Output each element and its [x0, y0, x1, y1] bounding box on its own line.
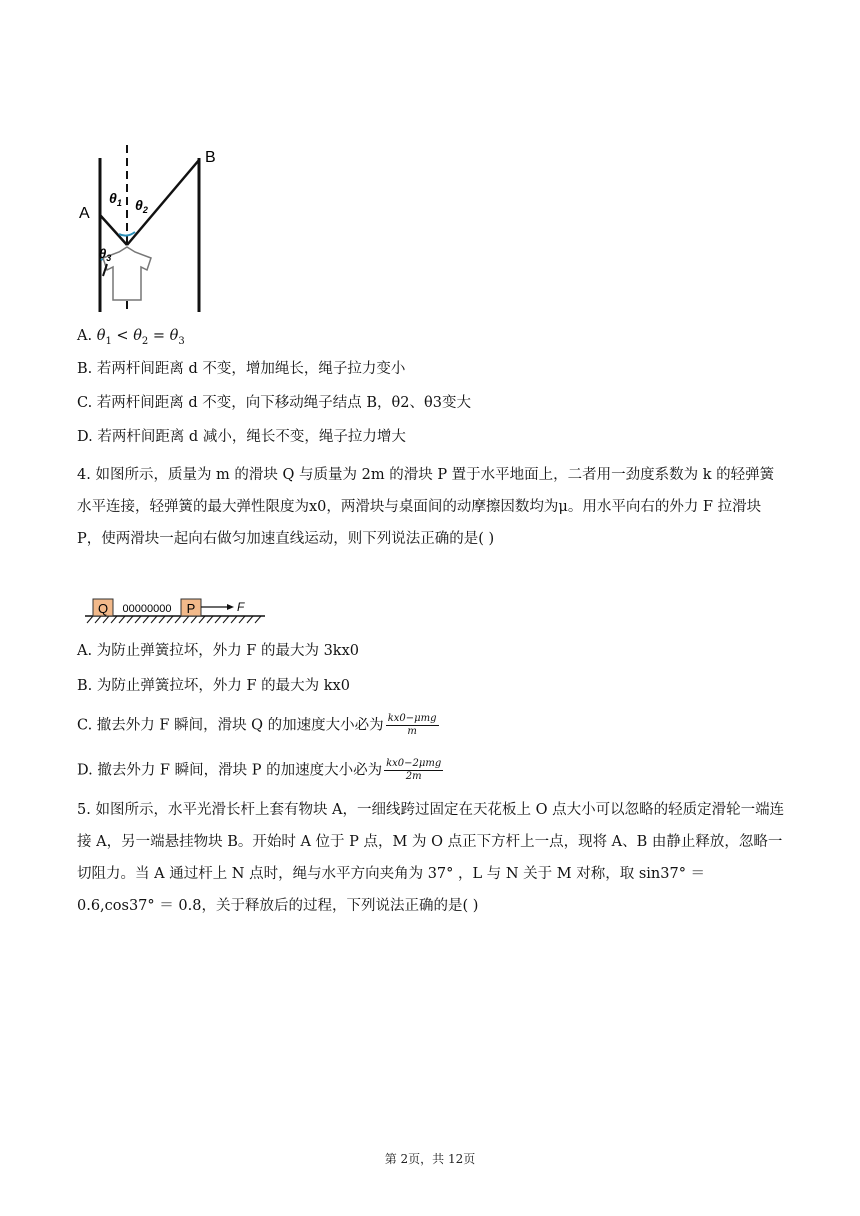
svg-text:Q: Q — [97, 601, 109, 616]
rope-left — [100, 215, 127, 245]
fraction: $\frac{\text{kx0−μmg}}{m}$ — [387, 713, 437, 737]
q4-option-d: D. 撤去外力 F 瞬间，滑块 P 的加速度大小必为 $\frac{\text{kx0−2μmg}}{2m}$ — [77, 758, 442, 782]
spring: 00000000 — [122, 603, 172, 615]
q5-stem: 5. 如图所示，水平光滑长杆上套有物块 A，一细线跨过固定在天花板上 O 点大小可以忽略的轻质定滑轮一端连接 A，另一端悬挂物块 B。开始时 A 位于 P 点，M 为 O 点正下方杆上一点，现将 A、B 由静止释放，忽略一切阻力。当 A 通过杆上 N 点时，绳与水平方向夹角为 37° ，L 与 N 关于 M 对称，取 sin37° ＝ 0.6,cos37° ＝ 0.8，关于释放后的过程，下列说法正确的是( ) — [77, 802, 785, 914]
fraction: $\frac{\text{kx0−2μmg}}{2m}$ — [386, 758, 442, 782]
theta2-label: $\theta_2$ — [135, 197, 148, 215]
theta3-label: $\theta_3$ — [99, 246, 112, 263]
q3-option-a: A. $\theta_1 < \theta_2 = \theta_3$ — [77, 328, 185, 347]
label-a: A — [79, 205, 90, 222]
q4-option-a: A. 为防止弹簧拉坏，外力 F 的最大为 3kx0 — [77, 643, 359, 659]
label-b: B — [205, 149, 216, 166]
q4-option-c: C. 撤去外力 F 瞬间，滑块 Q 的加速度大小必为 $\frac{\text{kx0−μmg}}{m}$ — [77, 713, 437, 737]
page-footer: 第 2页，共 12页 — [384, 1152, 476, 1166]
svg-text:F: F — [237, 600, 245, 614]
svg-text:P: P — [186, 601, 196, 616]
figure-clothesline — [77, 140, 237, 315]
figure-spring-blocks — [77, 594, 267, 626]
q3-option-c: C. 若两杆间距离 d 不变，向下移动绳子结点 B，θ2、θ3变大 — [77, 395, 471, 411]
q3-option-b: B. 若两杆间距离 d 不变，增加绳长，绳子拉力变小 — [77, 361, 406, 377]
q3-option-d: D. 若两杆间距离 d 减小，绳长不变，绳子拉力增大 — [77, 429, 406, 445]
theta1-label: $\theta_1$ — [109, 190, 122, 208]
q4-option-b: B. 为防止弹簧拉坏，外力 F 的最大为 kx0 — [77, 678, 350, 694]
q4-stem: 4. 如图所示，质量为 m 的滑块 Q 与质量为 2m 的滑块 P 置于水平地面上，二者用一劲度系数为 k 的轻弹簧水平连接，轻弹簧的最大弹性限度为x0，两滑块与桌面间的动摩擦因数均为μ。用水平向右的外力 F 拉滑块 P，使两滑块一起向右做匀加速直线运动，则下列说法正确的是( ) — [77, 467, 775, 547]
